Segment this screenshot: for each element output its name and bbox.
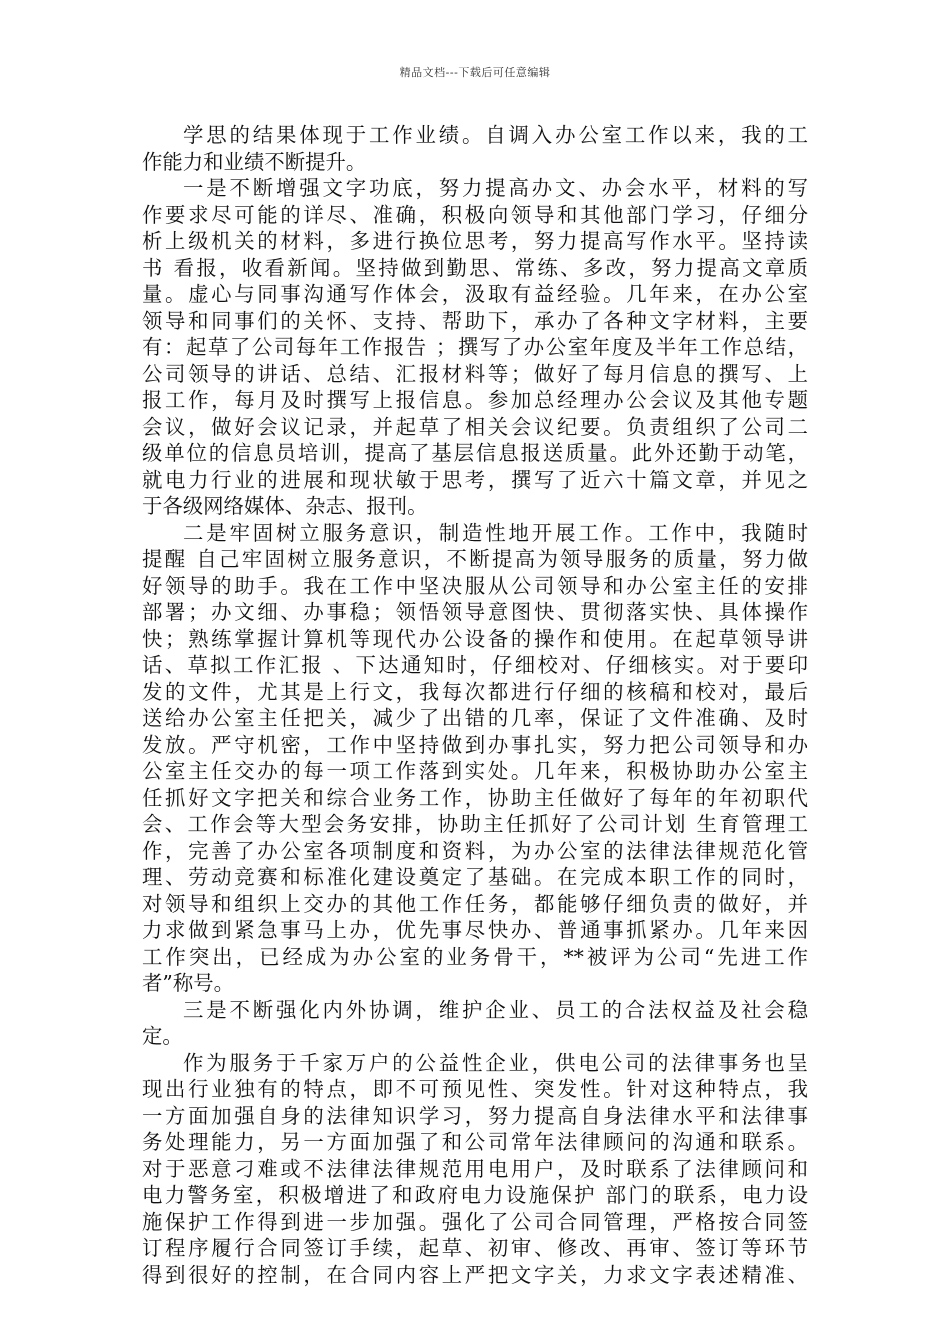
body-text-line: 施保护工作得到进一步加强。强化了公司合同管理，严格按合同签: [142, 1209, 808, 1234]
body-text-line: 对领导和组织上交办的其他工作任务，都能够仔细负责的做好，并: [142, 891, 808, 916]
body-text-line: 发放。严守机密，工作中坚持做到办事扎实，努力把公司领导和办: [142, 732, 808, 757]
body-text-line: 于各级网络媒体、杂志、报刊。: [142, 494, 428, 518]
page-header: 精品文档---下载后可任意编辑: [399, 66, 551, 79]
body-text-line: 书 看报，收看新闻。坚持做到勤思、常练、多改，努力提高文章质: [142, 255, 808, 280]
body-text-line: 电力警务室，积极增进了和政府电力设施保护 部门的联系，电力设: [142, 1183, 808, 1207]
body-text-line: 订程序履行合同签订手续，起草、初审、修改、再审、签订等环节: [142, 1236, 808, 1260]
body-text-line: 就电力行业的进展和现状敏于思考，撰写了近六十篇文章，并见之: [142, 467, 808, 492]
body-text-line: 公室主任交办的每一项工作落到实处。几年来，积极协助办公室主: [142, 759, 808, 783]
body-text-line: 公司领导的讲话、总结、汇报材料等；做好了每月信息的撰写、上: [142, 361, 808, 386]
body-text-line: 话、草拟工作汇报 、下达通知时，仔细校对、仔细核实。对于要印: [142, 653, 808, 677]
body-text-line: 快；熟练掌握计算机等现代办公设备的操作和使用。在起草领导讲: [142, 626, 808, 651]
document-body: [142, 122, 808, 1288]
body-text-line: 一是不断增强文字功底，努力提高办文、办会水平，材料的写: [183, 176, 808, 200]
body-text-line: 作，完善了办公室各项制度和资料，为办公室的法律法律规范化管: [142, 838, 808, 863]
body-text-line: 会议，做好会议记录，并起草了相关会议纪要。负责组织了公司二: [142, 414, 808, 439]
body-text-line: 力求做到紧急事马上办，优先事尽快办、普通事抓紧办。几年来因: [142, 918, 808, 942]
body-text-line: 送给办公室主任把关，减少了出错的几率，保证了文件准确、及时: [142, 706, 808, 730]
body-text-line: 定。: [142, 1024, 183, 1048]
body-text-line: 一方面加强自身的法律知识学习，努力提高自身法律水平和法律事: [142, 1103, 808, 1128]
body-text-line: 理、劳动竞赛和标准化建设奠定了基础。在完成本职工作的同时，: [142, 865, 808, 889]
body-text-line: 会、工作会等大型会务安排，协助主任抓好了公司计划 生育管理工: [142, 812, 808, 836]
body-text-line: 级单位的信息员培训，提高了基层信息报送质量。此外还勤于动笔，: [142, 441, 808, 465]
body-text-line: 务处理能力，另一方面加强了和公司常年法律顾问的沟通和联系。: [142, 1130, 808, 1154]
body-text-line: 作为服务于千家万户的公益性企业，供电公司的法律事务也呈: [183, 1050, 808, 1075]
body-text-line: 析上级机关的材料，多进行换位思考，努力提高写作水平。坚持读: [142, 229, 808, 253]
body-text-line: 发的文件，尤其是上行文，我每次都进行仔细的核稿和校对，最后: [142, 679, 808, 704]
body-text-line: 对于恶意刁难或不法律法律规范用电用户，及时联系了法律顾问和: [142, 1156, 808, 1181]
body-text-line: 作能力和业绩不断提升。: [142, 149, 367, 174]
body-text-line: 工作突出，已经成为办公室的业务骨干，**被评为公司“先进工作: [142, 944, 808, 969]
body-text-line: 任抓好文字把关和综合业务工作，协助主任做好了每年的年初职代: [142, 785, 808, 810]
body-text-line: 作要求尽可能的详尽、准确，积极向领导和其他部门学习，仔细分: [142, 202, 808, 227]
body-text-line: 三是不断强化内外协调，维护企业、员工的合法权益及社会稳: [183, 997, 808, 1022]
body-text-line: 现出行业独有的特点，即不可预见性、突发性。针对这种特点，我: [142, 1077, 808, 1101]
body-text-line: 好领导的助手。我在工作中坚决服从公司领导和办公室主任的安排: [142, 573, 808, 598]
body-text-line: 学思的结果体现于工作业绩。自调入办公室工作以来，我的工: [183, 123, 808, 147]
body-text-line: 部署；办文细、办事稳；领悟领导意图快、贯彻落实快、具体操作: [142, 600, 808, 624]
body-text-line: 领导和同事们的关怀、支持、帮助下，承办了各种文字材料，主要: [142, 308, 808, 333]
body-text-line: 报工作，每月及时撰写上报信息。参加总经理办公会议及其他专题: [142, 388, 808, 412]
body-text-line: 者”称号。: [142, 971, 234, 995]
body-text-line: 得到很好的控制，在合同内容上严把文字关，力求文字表述精准、: [142, 1262, 808, 1287]
body-text-line: 量。虚心与同事沟通写作体会，汲取有益经验。几年来，在办公室: [142, 282, 808, 306]
body-text-line: 有：起草了公司每年工作报告 ；撰写了办公室年度及半年工作总结，: [142, 335, 808, 359]
body-text-line: 提醒 自己牢固树立服务意识，不断提高为领导服务的质量，努力做: [142, 547, 808, 571]
body-text-line: 二是牢固树立服务意识，制造性地开展工作。工作中，我随时: [183, 520, 808, 545]
